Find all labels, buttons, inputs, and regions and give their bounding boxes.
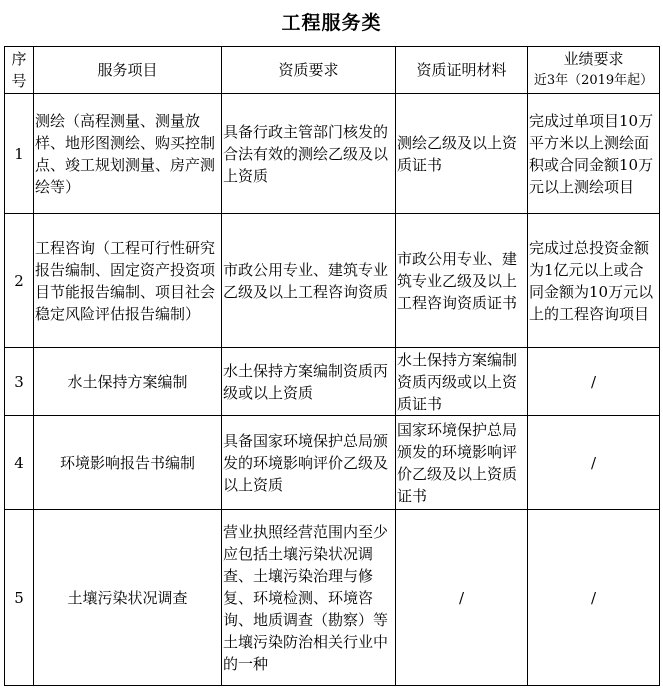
header-certificate: 资质证明材料 [396,47,528,94]
cell-no: 1 [5,94,34,214]
cell-qualification: 水土保持方案编制资质丙级或以上资质 [222,348,396,416]
table-title: 工程服务类 [281,12,382,34]
header-no: 序号 [5,47,34,94]
cell-item: 土壤污染状况调查 [34,510,222,686]
cell-qualification: 具备国家环境保护总局颁发的环境影响评价乙级及以上资质 [222,416,396,510]
service-requirements-table [4,46,660,686]
cell-item: 测绘（高程测量、测量放样、地形图测绘、购买控制点、竣工规划测量、房产测绘等） [34,94,222,214]
header-performance-sub: 近3年（2019年起） [533,73,654,88]
table-row [5,510,660,686]
header-performance [528,47,660,94]
cell-performance: / [528,348,660,416]
cell-performance: 完成过单项目10万平方米以上测绘面积或合同金额10万元以上测绘项目 [528,94,660,214]
cell-qualification: 营业执照经营范围内至少应包括土壤污染状况调查、土壤污染治理与修复、环境检测、环境咨询、地质调查（勘察）等土壤污染防治相关行业中的一种 [222,510,396,686]
header-performance-label: 业绩要求 [563,50,624,68]
header-qualification: 资质要求 [222,47,396,94]
cell-certificate: 测绘乙级及以上资质证书 [396,94,528,214]
cell-certificate: 水土保持方案编制资质丙级或以上资质证书 [396,348,528,416]
table-row [5,416,660,510]
cell-no: 5 [5,510,34,686]
cell-no: 3 [5,348,34,416]
cell-certificate: 市政公用专业、建筑专业乙级及以上工程咨询资质证书 [396,214,528,348]
header-item: 服务项目 [34,47,222,94]
header-row [5,47,660,94]
cell-performance: / [528,510,660,686]
table-row [5,94,660,214]
table-row [5,348,660,416]
cell-certificate: / [396,510,528,686]
cell-no: 2 [5,214,34,348]
cell-item: 水土保持方案编制 [34,348,222,416]
cell-item: 工程咨询（工程可行性研究报告编制、固定资产投资项目节能报告编制、项目社会稳定风险评估报告编制） [34,214,222,348]
cell-item: 环境影响报告书编制 [34,416,222,510]
cell-qualification: 具备行政主管部门核发的合法有效的测绘乙级及以上资质 [222,94,396,214]
table-row [5,214,660,348]
cell-qualification: 市政公用专业、建筑专业乙级及以上工程咨询资质 [222,214,396,348]
cell-certificate: 国家环境保护总局颁发的环境影响评价乙级及以上资质证书 [396,416,528,510]
cell-no: 4 [5,416,34,510]
cell-performance: 完成过总投资金额为1亿元以上或合同金额为10万元以上的工程咨询项目 [528,214,660,348]
cell-performance: / [528,416,660,510]
